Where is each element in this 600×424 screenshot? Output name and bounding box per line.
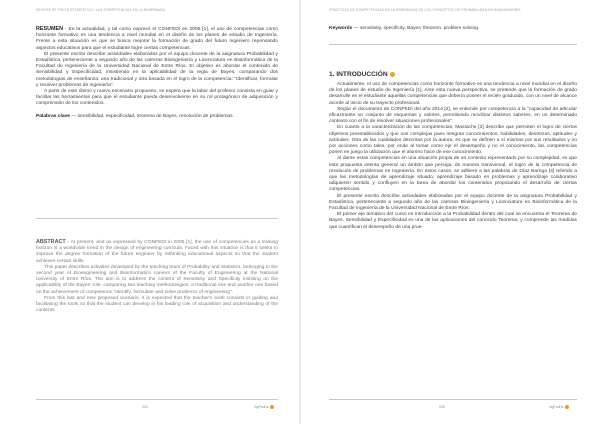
brand-logo-icon: [270, 405, 274, 409]
section-heading: [329, 71, 395, 78]
palabras-clave-text: — sensibilidad, especificidad, teorema de Bayes, resolución de problemas.: [71, 113, 234, 119]
intro-paragraph-6: El primer eje temático del curso es Introducción a la Probabilidad dentro del cual se encuentra el Teorema de Bayes. Sensibilidad y Especificidad es una de las aplicaciones del conocido Teorema, y comprende las medidas que cuantifican el desempeño de una prue-: [329, 212, 577, 230]
intro-paragraph-1: Actualmente, el uso de competencias como horizonte formativo es una tendencia a nivel mundial en el diseño de los planes de estudio de Ingeniería [1]. Ante esta nueva perspectiva, se pretende que la formación de grado desarrolle en el estudiante aquellas competencias que debería poseer el recién graduado, con un nivel de alcance acorde al inicio de su trayecto profesional.: [329, 82, 577, 106]
intro-paragraph-4: Al darse estas competencias en una situación propia de un contexto representado por su complejidad, es que esta propuesta intenta generar un ámbito que persiga, de manera transversal, el logro de la competencia de resolución de problemas en Ingeniería. En estos casos, se adhiere a las palabras de Díaz Barriga [4] referido a que las metodologías de aprendizaje situado, aprendizaje basado en problemas y aprendizaje colaborativo adquieren sentido y confluyen en la tarea de abordar los contenidos propiciando el desarrollo de ciertas competencias.: [329, 156, 577, 193]
footer-rule: [329, 399, 577, 400]
resumen-text: - En la actualidad, y tal como expresó el CONFEDI en 2006 [1], el uso de competencias como horizonte formativo es una tendencia a nivel mundial en el diseño de los planes de estudio de Ingeniería. Frente a esta situación es que se busca mejorar la formación de grado del futuro ingeniero repensando aspectos educativos para que el estudiante logre ciertas competencias.: [36, 27, 278, 51]
footer-brand: [254, 405, 274, 409]
resumen-label: RESUMEN: [36, 26, 63, 32]
heading-icon: [390, 72, 395, 77]
section-divider: [329, 44, 577, 45]
introduccion-body: [329, 82, 577, 231]
resumen-paragraph: [36, 26, 278, 52]
footer-brand: [549, 405, 569, 409]
abstract-section: [36, 239, 278, 314]
keywords-label: Keywords: [329, 26, 353, 31]
abstract-paragraph: [36, 239, 278, 265]
intro-paragraph-5: El presente escrito describe actividades elaboradas por el equipo docente de la asignatura Probabilidad y Estadística, perteneciente a segundo año de las carreras Bioingeniería y Licenciatura en Bioinformática de la Facultad de Ingeniería de la Universidad Nacional de Entre Ríos.: [329, 193, 577, 212]
keywords-paragraph: [329, 26, 577, 32]
keywords-text: — sensitivity, specificity, Bayes' theorem, problem solving.: [353, 26, 480, 31]
palabras-clave-label: Palabras clave: [36, 113, 70, 119]
heading-text: 1. INTRODUCCIÓN: [329, 71, 388, 78]
section-divider: [36, 218, 278, 219]
page-number: 224: [142, 405, 148, 409]
resumen-paragraph-2: El presente escrito describe actividades elaboradas por el equipo docente de la asignatura Probabilidad y Estadística, perteneciente a segundo año de las carreras Bioingeniería y Licenciatura en Bioinformática de la Facultad de Ingeniería de la Universidad Nacional de Entre Ríos. El objetivo es abordar el contenido de Sensibilidad y Especificidad, insistiendo en la aplicabilidad de la regla de Bayes, comparando dos metodologías de enseñanza: una tradicional y otra basada en el logro de la competencia: "Identificar, formular y resolver problemas de ingeniería".: [36, 51, 278, 88]
resumen-section: [36, 26, 278, 120]
abstract-text: - At present, and as expressed by CONFEDI in 2006 [1], the use of competencies as a training horizon is a worldwide trend in the design of engineering curricula. Faced with this situation is that it seeks to improve the degree formation of the future engineer by rethinking educational aspects so that the student achieves certain skills.: [36, 240, 278, 264]
running-head: REVISTA DE FÍSICA ESTADÍSTICA / LAS COMPETENCIAS EN LA ENSEÑANZA: [36, 8, 166, 12]
brand-logo-icon: [565, 405, 569, 409]
keywords-section: [329, 26, 577, 32]
right-page: [301, 0, 600, 424]
footer-brand-text: ingPodría: [254, 405, 269, 409]
resumen-paragraph-3: A partir de este último y nuevo escenario propuesto, se espera que la labor del profesor consista en guiar y facilitar las herramientas para que el estudiante pueda desenvolverse en su rol protagónico de adquisición y comprensión de los contenidos.: [36, 89, 278, 107]
left-page: [0, 0, 299, 424]
abstract-label: ABSTRACT: [36, 239, 66, 245]
footer-rule: [36, 399, 278, 400]
abstract-paragraph-3: From this last and new proposed scenario, it is expected that the teacher's work consists in guiding and facilitating the tools so that the student can develop in his leading role of acquisition and understanding of the contents.: [36, 295, 278, 314]
abstract-paragraph-2: This paper describes activities developed by the teaching team of Probability and Statistics, belonging to the second year of Bioengineering and Bioinformatics careers of the Faculty of Engineering at the National University of Entre Ríos. The aim is to address the content of Sensitivity and Specificity insisting on the applicability of the Bayes' rule, comparing two teaching methodologies: a traditional one and another one based on the achievement of competence "Identify, formulate and solve problems of engineering".: [36, 264, 278, 295]
page-number: 225: [439, 405, 445, 409]
intro-paragraph-3: En cuanto a la caracterización de las competencias, Mastache [3] describe que permiten el logro de ciertos objetivos preestablecidos y que son complejas pues integran conocimientos, habilidades, destrezas, aptitudes y actitudes. Otra de las cualidades descritas por la autora, es que se definen a sí mismas por sus resultados y no por acciones como tales, por ende al tomar como eje el desempeño y no el conocimiento, las competencias ponen en juego la utilización que el alumno hace de ese conocimiento.: [329, 125, 577, 156]
footer-brand-text: ingPodría: [549, 405, 564, 409]
palabras-clave: [36, 114, 278, 120]
running-head: PRÁCTICAS DE COMPETENCIAS EN LA ENSEÑANZA DE LOS CONCEPTOS DE PROBABILIDAD EN BIOINGENIERÍA: [329, 8, 521, 12]
intro-paragraph-2: Según el documento de CONFEDI del año 2014 [2], se entiende por competencia a la "capacidad de articular eficazmente un conjunto de esquemas y valores, permitiendo movilizar distintos saberes, en un determinado contexto con el fin de resolver situaciones profesionales".: [329, 106, 577, 125]
